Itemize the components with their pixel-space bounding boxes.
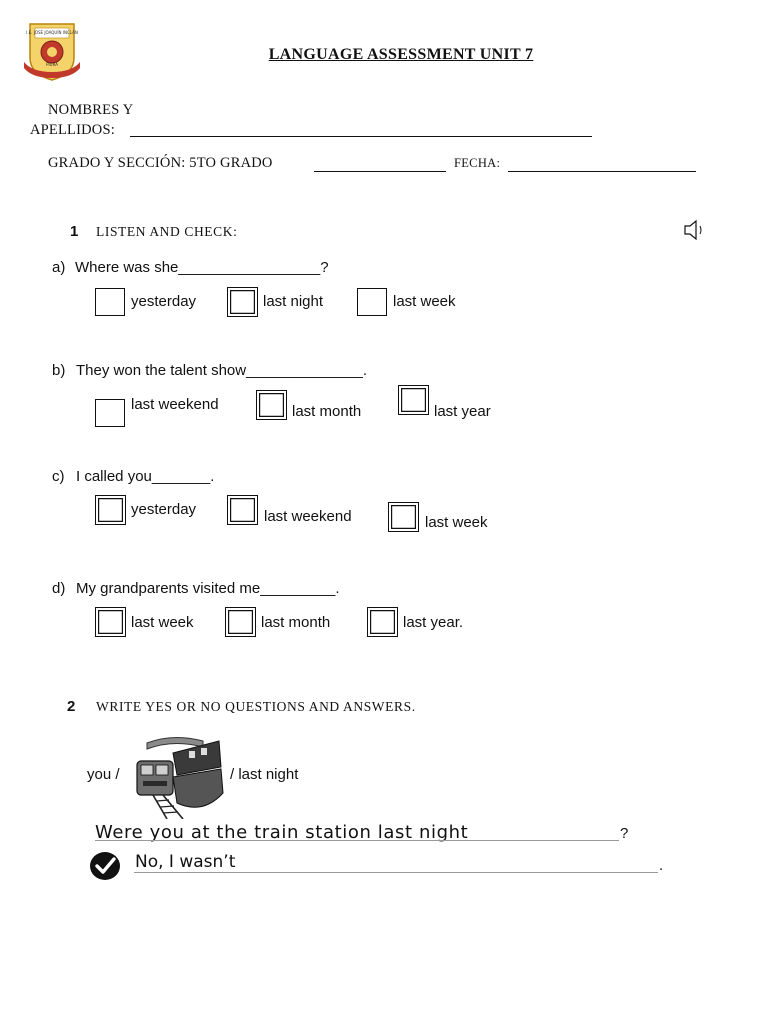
question-c-text: I called you_______. [76,468,215,485]
question-a-letter: a) [52,259,66,276]
question-mark: ? [620,825,629,842]
question-a-text: Where was she_________________? [75,259,329,276]
question-b-text: They won the talent show______________. [76,362,368,379]
question-d-text: My grandparents visited me_________. [76,580,340,597]
question-d-letter: d) [52,580,66,597]
checkbox-d-last-week[interactable] [95,607,126,637]
option-d-last-week: last week [131,614,194,631]
date-label: FECHA: [454,156,501,170]
checkbox-c-last-week[interactable] [388,502,419,532]
train-station-image [133,733,225,819]
prompt-time: / last night [230,766,299,783]
date-field[interactable] [508,171,696,172]
option-b-last-month: last month [292,403,362,420]
answer-line[interactable] [134,872,658,873]
option-a-yesterday: yesterday [131,293,197,310]
option-d-last-month: last month [261,614,331,631]
checkbox-d-last-year[interactable] [367,607,398,637]
section-field[interactable] [314,171,446,172]
checkbox-c-last-weekend[interactable] [227,495,258,525]
option-c-last-weekend: last weekend [264,508,352,525]
checkbox-a-last-week[interactable] [357,288,387,316]
checkbox-b-last-month[interactable] [256,390,287,420]
names-field[interactable] [130,136,592,137]
checkbox-a-last-night[interactable] [227,287,258,317]
names-label-line1: NOMBRES Y [48,102,134,118]
checkbox-a-yesterday[interactable] [95,288,125,316]
question-answer-line[interactable] [95,840,619,841]
names-label-line2: APELLIDOS: [30,122,115,138]
question-answer-text: Were you at the train station last night [95,822,469,843]
question-c-letter: c) [52,468,65,485]
option-a-last-week: last week [393,293,456,310]
page-title: LANGUAGE ASSESSMENT UNIT 7 [268,46,534,63]
option-c-last-week: last week [425,514,488,531]
answer-period: . [659,857,664,874]
checkbox-c-yesterday[interactable] [95,495,126,525]
check-icon [89,851,121,881]
option-c-yesterday: yesterday [131,501,197,518]
checkbox-d-last-month[interactable] [225,607,256,637]
logo-top-text: I.E. JOSÉ JOAQUÍN INCLÁN [26,30,78,35]
logo-band-text: PIURA [46,62,58,67]
section2-instruction: WRITE YES OR NO QUESTIONS AND ANSWERS. [96,699,416,714]
question-b-letter: b) [52,362,66,379]
section1-instruction: LISTEN AND CHECK: [96,224,238,239]
answer-text: No, I wasn’t [135,852,236,872]
option-b-last-weekend: last weekend [131,396,219,413]
speaker-icon[interactable] [683,219,707,241]
option-d-last-year: last year. [403,614,464,631]
checkbox-b-last-weekend[interactable] [95,399,125,427]
option-b-last-year: last year [434,403,491,420]
prompt-subject: you / [87,766,120,783]
section2-number: 2 [67,698,76,715]
grade-label: GRADO Y SECCIÓN: 5TO GRADO [48,155,273,171]
section1-number: 1 [70,223,79,240]
checkbox-b-last-year[interactable] [398,385,429,415]
option-a-last-night: last night [263,293,324,310]
